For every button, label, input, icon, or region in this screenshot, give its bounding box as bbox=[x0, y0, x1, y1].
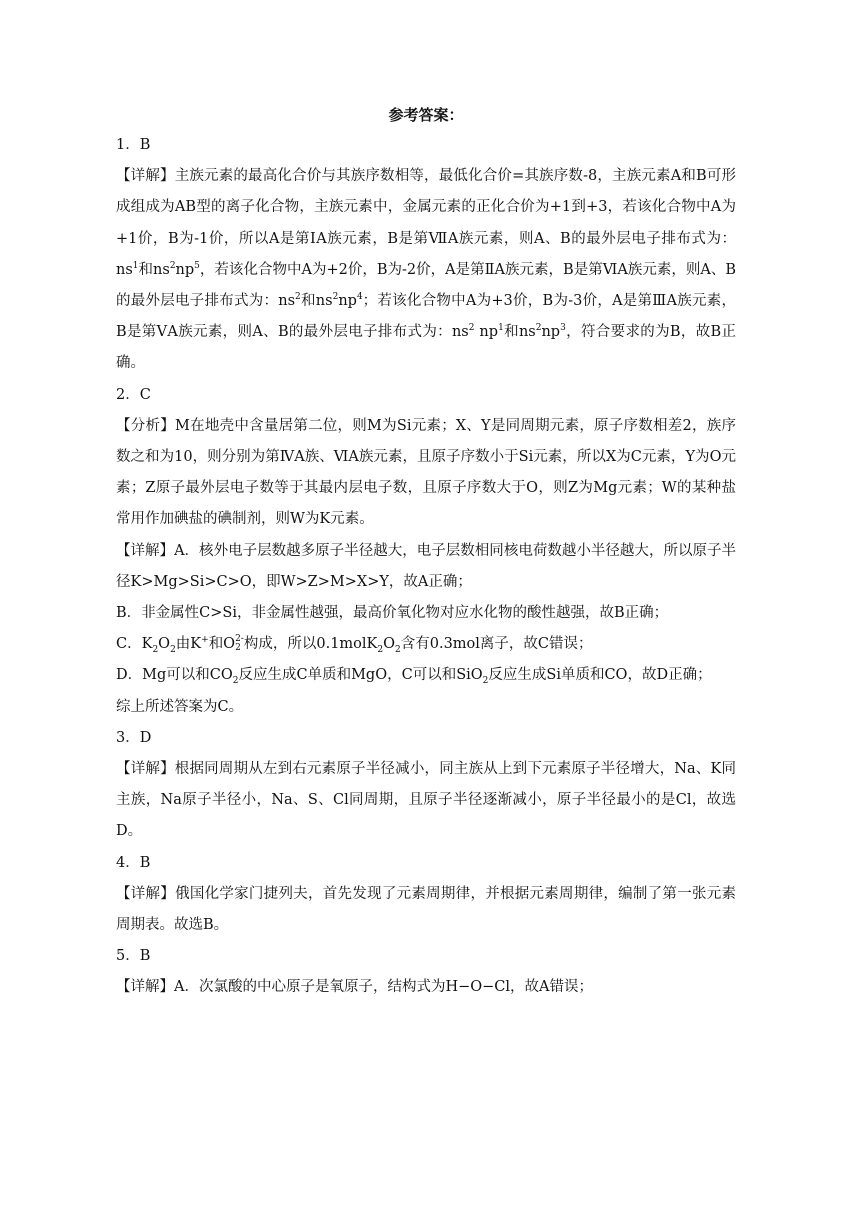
answer-4-explanation: 【详解】俄国化学家门捷列夫，首先发现了元素周期律，并根据元素周期律，编制了第一张元素周期表。故选B。 bbox=[116, 885, 737, 934]
page-title: 参考答案： bbox=[388, 106, 464, 124]
answer-5-explanation: 【详解】A．次氯酸的中心原子是氧原子，结构式为H−O−Cl，故A错误； bbox=[116, 979, 594, 996]
answer-page bbox=[116, 100, 736, 1004]
explain-tag: 【详解】 bbox=[116, 168, 175, 185]
answer-3-explanation: 【详解】根据同周期从左到右元素原子半径减小，同主族从上到下元素原子半径增大，Na、K同主族，Na原子半径小，Na、S、Cl同周期，且原子半径逐渐减小，原子半径最小的是Cl，故选D。 bbox=[116, 761, 736, 840]
peroxide-ion-scripts: 2- 2 bbox=[235, 634, 244, 654]
explain-tag: 【详解】 bbox=[116, 761, 175, 778]
explain-tag: 【详解】 bbox=[116, 542, 175, 559]
analysis-tag: 【分析】 bbox=[116, 417, 175, 434]
answer-2-summary: 综上所述答案为C。 bbox=[116, 698, 244, 715]
answer-4-number: 4．B bbox=[116, 854, 151, 871]
answer-2-option-b: B．非金属性C>Si，非金属性越强，最高价氧化物对应水化物的酸性越强，故B正确； bbox=[116, 605, 669, 622]
answer-2-option-d: D．Mg可以和$CO_2$反应生成C单质和MgO，C可以和SiO$_2$反应生成Si单质和CO，故D正确； bbox=[116, 667, 712, 687]
answer-1-explanation: 【详解】主族元素的最高化合价与其族序数相等，最低化合价=其族序数-8，主族元素A和B可形成组成为AB型的离子化合物，主族元素中，金属元素的正化合价为+1到+3，若该化合物中A为+1价，B为-1价，所以A是第ⅠA族元素，B是第ⅦA族元素，则A、B的最外层电子排布式为：$ns^1$和$ns^2np^5$，若该化合物中A为+2价，B为-2价，A是第ⅡA族元素，B是第ⅥA族元素，则A、B的最外层电子排布式为：$ns^2$和$ns^2np^4$；若该化合物中A为+3价，B为-3价，A是第ⅢA族元素，B是第ⅤA族元素，则A、B的最外层电子排布式为：$ns^2$ $np^1$和$ns^2np^3$，符合要求的为B，故B正确。 bbox=[116, 168, 737, 372]
explain-tag: 【详解】 bbox=[116, 979, 174, 996]
answer-1-number: 1．B bbox=[116, 137, 151, 153]
answer-2-option-a: 【详解】A．核外电子层数越多原子半径越大，电子层数相同核电荷数越小半径越大，所以原子半径K>Mg>Si>C>O，即W>Z>M>X>Y，故A正确； bbox=[116, 542, 737, 590]
answer-2-number: 2．C bbox=[116, 386, 151, 403]
answer-2-analysis: 【分析】M在地壳中含量居第二位，则M为Si元素；X、Y是同周期元素，原子序数相差2，族序数之和为10，则分别为第ⅣA族、ⅥA族元素，且原子序数小于Si元素，所以X为C元素，Y为O元素；Z原子最外层电子数等于其最内层电子数，且原子序数大于O，则Z为Mg元素；W的某种盐常用作加碘盐的碘制剂，则W为K元素。 bbox=[116, 417, 737, 528]
explain-tag: 【详解】 bbox=[116, 885, 176, 902]
answer-2-option-c: C．$K_2O_2$由K+和O 2- 2 构成，所以$0.1molK_2O_2$含有0.3mol离子，故C错误； bbox=[116, 634, 593, 656]
answer-5-number: 5．B bbox=[116, 948, 151, 965]
answer-3-number: 3．D bbox=[116, 729, 152, 746]
